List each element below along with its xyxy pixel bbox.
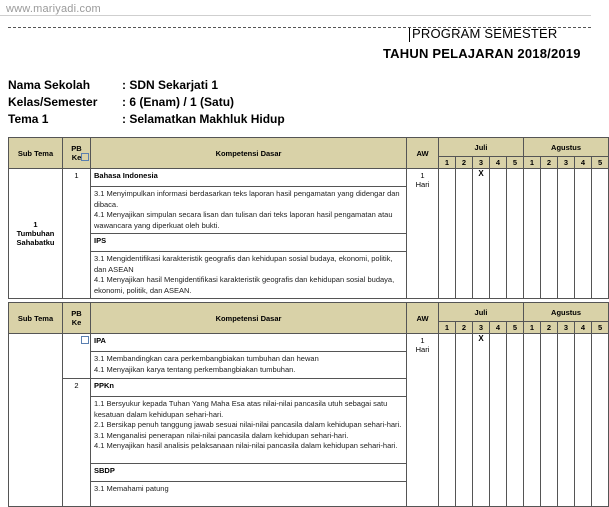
col-header-aw: AW bbox=[407, 303, 439, 334]
kd-text bbox=[91, 352, 407, 379]
aw-cell bbox=[407, 169, 439, 299]
week-cell: 1 bbox=[524, 157, 541, 169]
subtema-number: 1 bbox=[33, 220, 38, 229]
month-header-juli: Juli bbox=[439, 138, 524, 157]
info-value: : SDN Sekarjati 1 bbox=[122, 78, 219, 92]
week-cell: 2 bbox=[456, 157, 473, 169]
watermark: www.mariyadi.com bbox=[6, 3, 101, 15]
program-table-2 bbox=[8, 302, 609, 507]
week-cell: 3 bbox=[558, 322, 575, 334]
pb-cell: 1 bbox=[63, 169, 91, 299]
kd-line: 4.1 Menyajikan hasil Mengidentifikasi karakteristik geografis dan kehidupan sosial budaya, ekonomi, politik, dan ASEAN. bbox=[94, 275, 395, 295]
aw-cell bbox=[407, 334, 439, 507]
pb-label: PB bbox=[71, 144, 82, 153]
col-header-kd: Kompetensi Dasar bbox=[91, 138, 407, 169]
week-cell: 3 bbox=[473, 157, 490, 169]
subject-name: IPS bbox=[91, 234, 407, 252]
kd-line: 3.1 Membandingkan cara perkembangbiakan tumbuhan dan hewan bbox=[94, 354, 319, 363]
program-table-1 bbox=[8, 137, 609, 299]
week-cell: 2 bbox=[541, 157, 558, 169]
subtema-name: Tumbuhan Sahabatku bbox=[16, 229, 55, 247]
info-theme bbox=[8, 112, 285, 126]
week-cell: 4 bbox=[490, 322, 507, 334]
info-school bbox=[8, 78, 219, 92]
subject-name: SBDP bbox=[91, 464, 407, 482]
kd-line: 4.1 Menyajikan karya tentang perkembangbiakan tumbuhan. bbox=[94, 364, 296, 374]
kd-line: 3.1 Memahami patung bbox=[94, 484, 169, 493]
kd-line: 4.1 Menyajikan hasil analisis pelaksanaan nilai-nilai pancasila dalam kehidupan sehari-hari. bbox=[94, 441, 398, 450]
aw-number: 1 bbox=[420, 336, 425, 345]
info-value: : Selamatkan Makhluk Hidup bbox=[122, 112, 285, 126]
info-value: : 6 (Enam) / 1 (Satu) bbox=[122, 95, 235, 109]
month-header-juli: Juli bbox=[439, 303, 524, 322]
subject-name: IPA bbox=[91, 334, 407, 352]
doc-title: PROGRAM SEMESTER bbox=[412, 26, 558, 41]
pb-label: PB bbox=[71, 309, 82, 318]
smart-tag-icon[interactable] bbox=[81, 153, 89, 161]
col-header-subtema: Sub Tema bbox=[9, 303, 63, 334]
smart-tag-icon[interactable] bbox=[81, 336, 89, 344]
kd-line: 3.1 Menyimpulkan informasi berdasarkan teks laporan hasil pengamatan yang didengar dan dibaca. bbox=[94, 189, 400, 209]
kd-line: 3.1 Mengidentifikasi karakteristik geografis dan kehidupan sosial budaya, ekonomi, politik, dan ASEAN bbox=[94, 254, 393, 274]
info-label: Tema 1 bbox=[8, 112, 49, 126]
week-cell: 5 bbox=[592, 322, 609, 334]
col-header-kd: Kompetensi Dasar bbox=[91, 303, 407, 334]
col-header-pb bbox=[63, 303, 91, 334]
kd-text bbox=[91, 397, 407, 464]
info-label: Kelas/Semester bbox=[8, 95, 98, 109]
kd-text bbox=[91, 252, 407, 299]
kd-line: 2.1 Bersikap penuh tanggung jawab sesuai nilai-nilai pancasila dalam kehidupan sehari-hari. bbox=[94, 420, 402, 429]
info-label: Nama Sekolah bbox=[8, 78, 91, 92]
schedule-mark: X bbox=[473, 334, 490, 507]
week-cell: 4 bbox=[575, 157, 592, 169]
kd-line: 1.1 Bersyukur kepada Tuhan Yang Maha Esa atas nilai-nilai pancasila utuh sebagai satu kesatuan dalam kehidupan sehari-hari. bbox=[94, 399, 388, 419]
week-cell: 1 bbox=[439, 157, 456, 169]
ke-label: Ke bbox=[71, 318, 82, 327]
week-cell: 5 bbox=[592, 157, 609, 169]
pb-cell: 2 bbox=[63, 379, 91, 507]
month-header-agustus: Agustus bbox=[524, 303, 609, 322]
ke-label: Ke bbox=[71, 153, 82, 162]
kd-line: 3.1 Menganalisi penerapan nilai-nilai pancasila dalam kehidupan sehari-hari. bbox=[94, 430, 349, 440]
aw-number: 1 bbox=[420, 171, 425, 180]
week-cell: 2 bbox=[456, 322, 473, 334]
aw-unit: Hari bbox=[415, 345, 430, 354]
col-header-subtema: Sub Tema bbox=[9, 138, 63, 169]
week-cell: 3 bbox=[473, 322, 490, 334]
kd-line: 4.1 Menyajikan simpulan secara lisan dan tulisan dari teks laporan hasil pengamatan atau wawancara yang diperkuat oleh bukti. bbox=[94, 210, 393, 230]
week-cell: 4 bbox=[575, 322, 592, 334]
top-divider bbox=[0, 15, 591, 16]
week-cell: 1 bbox=[439, 322, 456, 334]
kd-text bbox=[91, 187, 407, 234]
col-header-aw: AW bbox=[407, 138, 439, 169]
week-cell: 5 bbox=[507, 322, 524, 334]
aw-unit: Hari bbox=[415, 180, 430, 189]
subject-name: PPKn bbox=[91, 379, 407, 397]
kd-text bbox=[91, 482, 407, 507]
month-header-agustus: Agustus bbox=[524, 138, 609, 157]
week-cell: 3 bbox=[558, 157, 575, 169]
schedule-mark: X bbox=[473, 169, 490, 299]
info-class bbox=[8, 95, 235, 109]
subtema-cell bbox=[9, 169, 63, 299]
subtema-cell-empty bbox=[9, 334, 63, 507]
doc-subtitle: TAHUN PELAJARAN 2018/2019 bbox=[383, 46, 581, 61]
week-cell: 5 bbox=[507, 157, 524, 169]
week-cell: 2 bbox=[541, 322, 558, 334]
text-cursor bbox=[409, 28, 410, 42]
subject-name: Bahasa Indonesia bbox=[91, 169, 407, 187]
week-cell: 4 bbox=[490, 157, 507, 169]
week-cell: 1 bbox=[524, 322, 541, 334]
